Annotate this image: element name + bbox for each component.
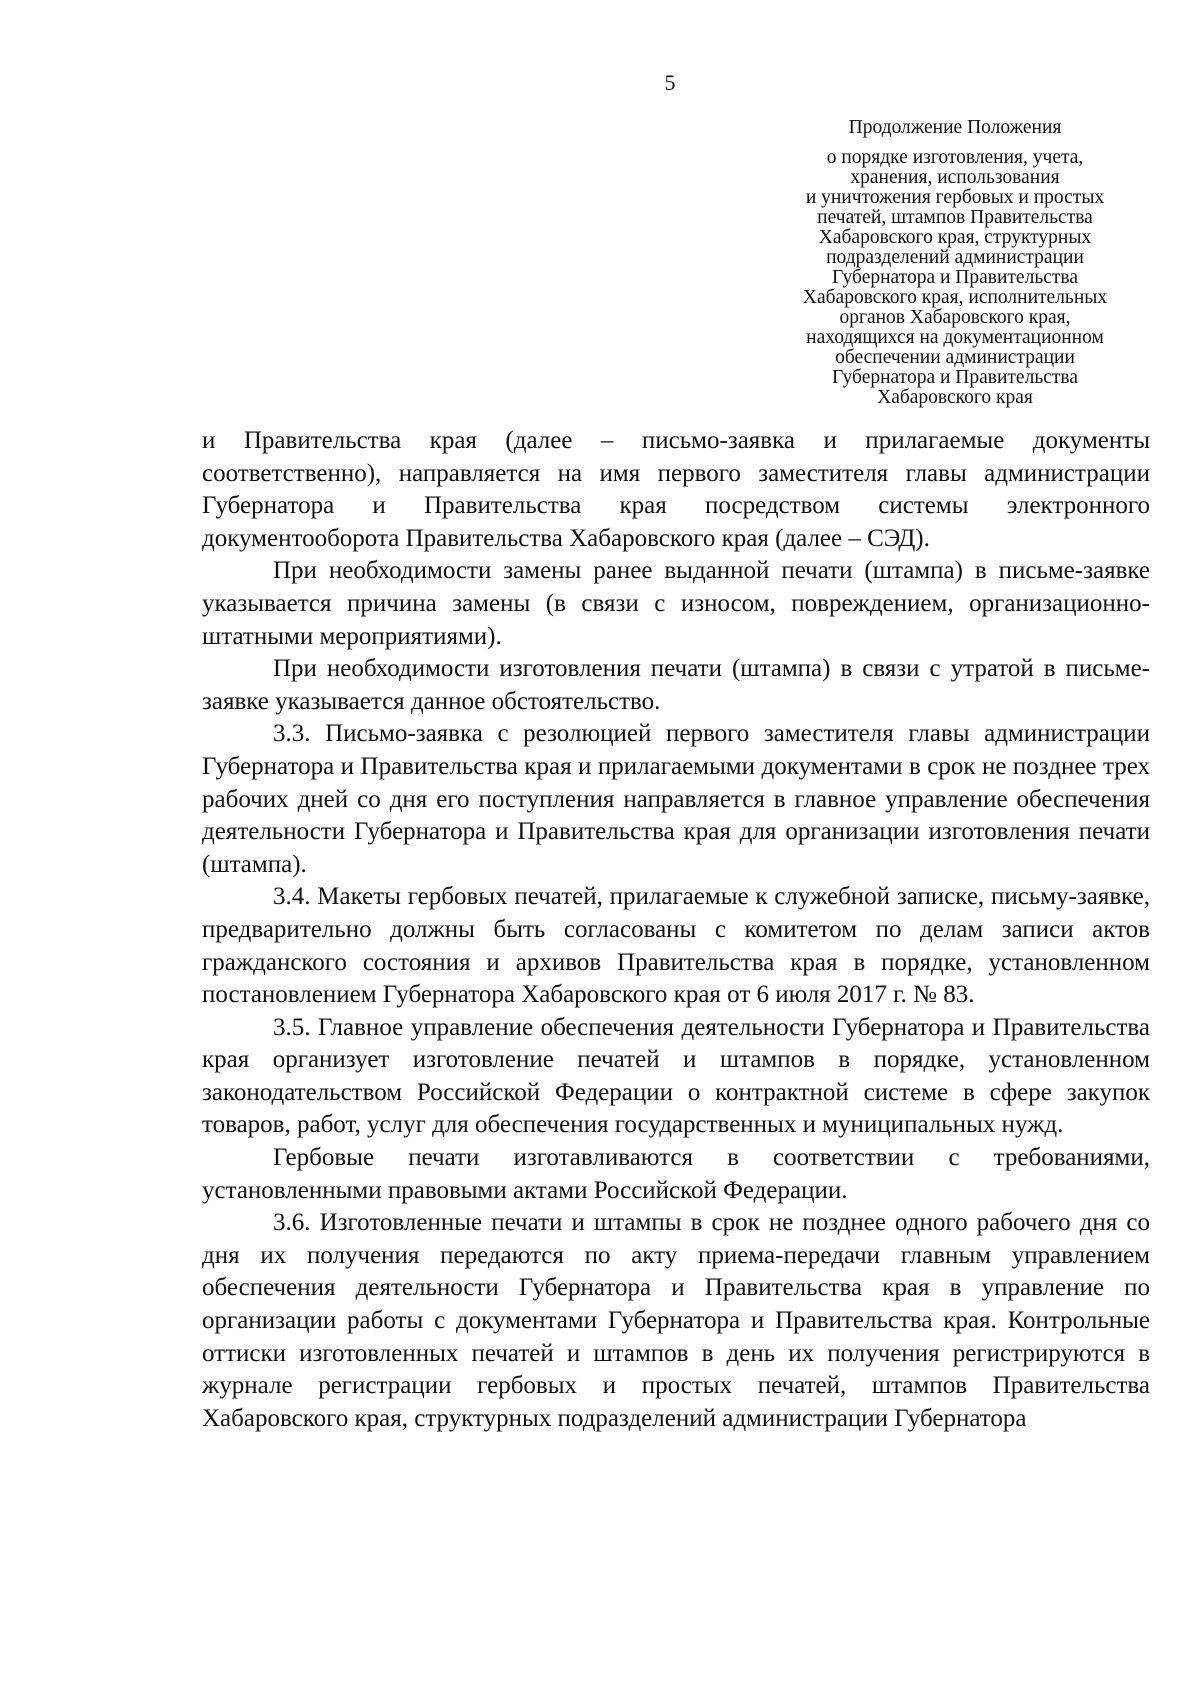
document-body [202, 425, 1150, 1435]
page-number: 5 [664, 70, 676, 95]
header-line: печатей, штампов Правительства [817, 207, 1093, 228]
header-line: Хабаровского края, структурных [818, 227, 1092, 248]
body-paragraph: При необходимости изготовления печати (штампа) в связи с утратой в письме-заявке указывается данное обстоятельство. [202, 655, 1150, 715]
body-paragraph-3-6: 3.6. Изготовленные печати и штампы в срок не позднее одного рабочего дня со дня их получения передаются по акту приема-передачи главным управлением обеспечения деятельности Губернатора и Правительства края в управление по организации работы с документами Губернатора и Правительства края. Контрольные оттиски изготовленных печатей и штампов в день их получения регистрируются в журнале регистрации гербовых и простых печатей, штампов Правительства Хабаровского края, структурных подразделений администрации Губернатора [202, 1209, 1150, 1432]
document-header-block [760, 118, 1150, 408]
header-line: и уничтожения гербовых и простых [805, 187, 1105, 208]
header-line: о порядке изготовления, учета, [826, 147, 1084, 168]
body-paragraph: Гербовые печати изготавливаются в соответствии с требованиями, установленными правовыми актами Российской Федерации. [202, 1144, 1150, 1204]
header-line: Губернатора и Правительства [832, 267, 1078, 288]
header-line: хранения, использования [850, 167, 1060, 188]
header-line: Хабаровского края [877, 387, 1033, 408]
header-line: обеспечении администрации [835, 347, 1075, 368]
body-paragraph: и Правительства края (далее – письмо-заявка и прилагаемые документы соответственно), направляется на имя первого заместителя главы администрации Губернатора и Правительства края посредством системы электронного документооборота Правительства Хабаровского края (далее – СЭД). [202, 427, 1150, 552]
header-line: Продолжение Положения [848, 117, 1062, 138]
header-line: Хабаровского края, исполнительных [802, 287, 1108, 308]
body-paragraph-3-4: 3.4. Макеты гербовых печатей, прилагаемые к служебной записке, письму-заявке, предварительно должны быть согласованы с комитетом по делам записи актов гражданского состояния и архивов Правительства края в порядке, установленном постановлением Губернатора Хабаровского края от 6 июля 2017 г. № 83. [202, 883, 1150, 1009]
header-line: Губернатора и Правительства [832, 367, 1078, 388]
body-paragraph-3-3: 3.3. Письмо-заявка с резолюцией первого заместителя главы администрации Губернатора и Правительства края и прилагаемыми документами в срок не позднее трех рабочих дней со дня его поступления направляется в главное управление обеспечения деятельности Губернатора и Правительства края для организации изготовления печати (штампа). [202, 720, 1150, 878]
body-paragraph-3-5: 3.5. Главное управление обеспечения деятельности Губернатора и Правительства края организует изготовление печатей и штампов в порядке, установленном законодательством Российской Федерации о контрактной системе в сфере закупок товаров, работ, услуг для обеспечения государственных и муниципальных нужд. [202, 1013, 1150, 1139]
body-paragraph: При необходимости замены ранее выданной печати (штампа) в письме-заявке указывается причина замены (в связи с износом, повреждением, организационно-штатными мероприятиями). [202, 557, 1150, 650]
header-line: органов Хабаровского края, [839, 307, 1071, 328]
header-line: находящихся на документационном [806, 327, 1104, 348]
header-line: подразделений администрации [826, 247, 1084, 268]
